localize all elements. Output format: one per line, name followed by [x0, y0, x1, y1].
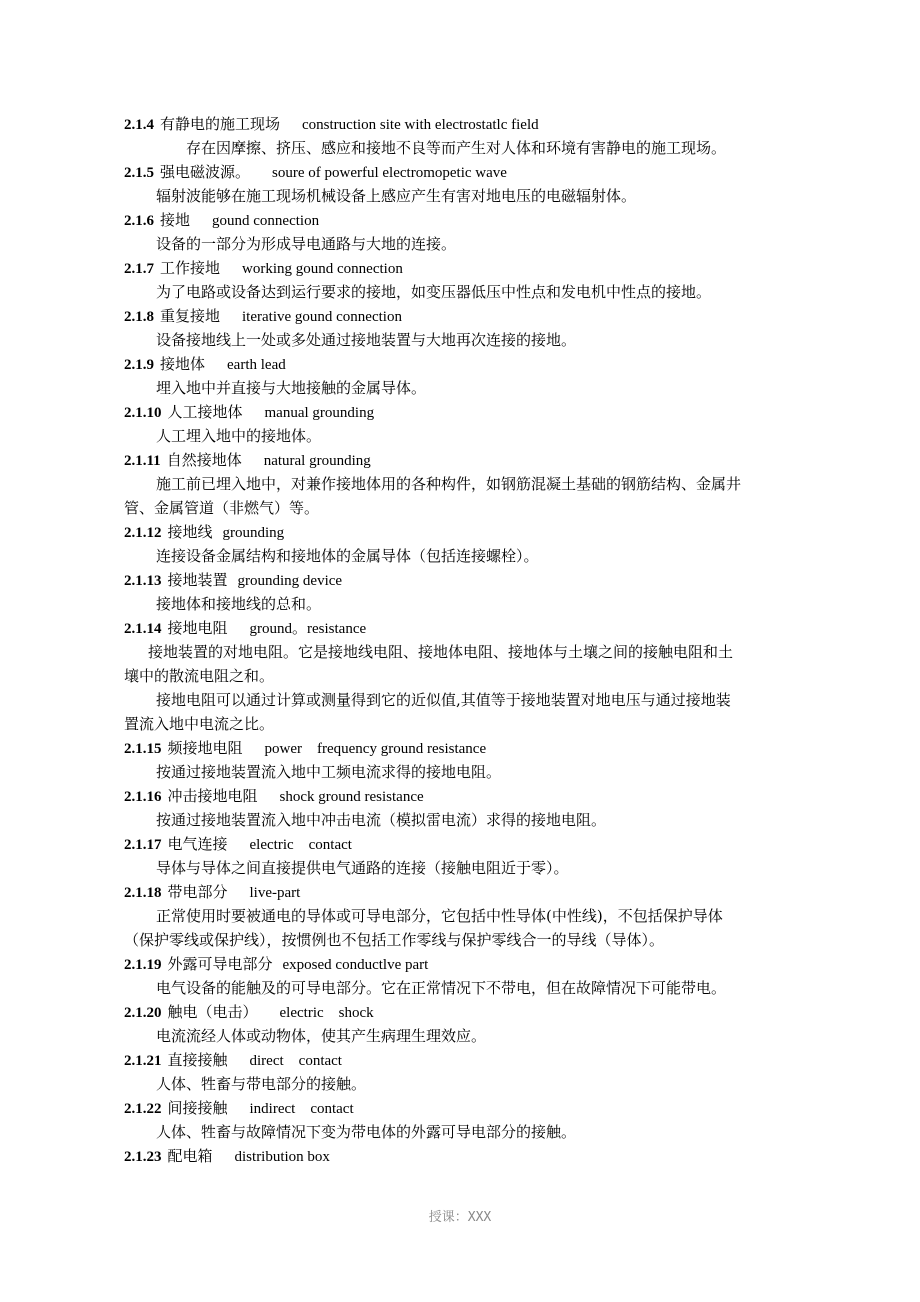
term-number: 2.1.8	[124, 309, 154, 325]
term-chinese: 触电（电击）	[167, 1003, 258, 1021]
term-definition-line: 正常使用时要被通电的导体或可导电部分，它包括中性导体(中性线)，不包括保护导体	[156, 907, 723, 925]
term-english: natural grounding	[263, 453, 371, 469]
term-number: 2.1.5	[124, 165, 154, 181]
term-chinese: 配电箱	[167, 1147, 213, 1165]
term-english: working gound connection	[242, 261, 403, 277]
term-number: 2.1.23	[124, 1149, 162, 1165]
term-chinese: 接地	[160, 211, 191, 229]
term-heading	[124, 1096, 784, 1120]
term-number: 2.1.15	[124, 741, 162, 757]
term-number: 2.1.21	[124, 1053, 162, 1069]
term-chinese: 冲击接地电阻	[167, 787, 258, 805]
term-english: live-part	[249, 885, 301, 901]
term-number: 2.1.11	[124, 453, 161, 469]
term-heading	[124, 256, 784, 280]
term-number: 2.1.18	[124, 885, 162, 901]
term-english: direct contact	[249, 1053, 342, 1069]
term-definition-line: 设备接地线上一处或多处通过接地装置与大地再次连接的接地。	[156, 331, 577, 349]
term-definition-line: 设备的一部分为形成导电通路与大地的连接。	[156, 235, 457, 253]
term-number: 2.1.13	[124, 573, 162, 589]
term-heading	[124, 1144, 784, 1168]
term-number: 2.1.20	[124, 1005, 162, 1021]
term-heading	[124, 448, 784, 472]
term-definition-line: 辐射波能够在施工现场机械设备上感应产生有害对地电压的电磁辐射体。	[156, 187, 637, 205]
term-number: 2.1.9	[124, 357, 154, 373]
term-heading	[124, 832, 784, 856]
term-heading	[124, 112, 784, 136]
term-chinese: 接地电阻	[167, 619, 228, 637]
term-chinese: 直接接触	[167, 1051, 228, 1069]
term-chinese: 频接地电阻	[167, 739, 243, 757]
term-number: 2.1.7	[124, 261, 154, 277]
page-footer: 授课：XXX	[428, 1210, 492, 1225]
term-definition-line: 埋入地中并直接与大地接触的金属导体。	[156, 379, 427, 397]
term-definition-line: 壤中的散流电阻之和。	[124, 667, 275, 685]
term-chinese: 接地体	[160, 355, 206, 373]
term-heading	[124, 880, 784, 904]
term-english: construction site with electrostatlc field	[302, 117, 539, 133]
term-heading	[124, 304, 784, 328]
term-number: 2.1.19	[124, 957, 162, 973]
term-english: electric contact	[249, 837, 352, 853]
term-definition-line: 置流入地中电流之比。	[124, 715, 275, 733]
glossary-content	[124, 112, 784, 1168]
term-definition-line: 存在因摩擦、挤压、感应和接地不良等而产生对人体和环境有害静电的施工现场。	[186, 139, 727, 157]
term-chinese: 接地线	[167, 523, 213, 541]
term-definition-line: 接地电阻可以通过计算或测量得到它的近似值,其值等于接地装置对地电压与通过接地装	[156, 691, 731, 709]
term-english: ground。resistance	[249, 621, 367, 637]
term-definition-line: 连接设备金属结构和接地体的金属导体（包括连接螺栓）。	[156, 547, 539, 565]
term-chinese: 强电磁波源。	[160, 163, 251, 181]
term-heading	[124, 208, 784, 232]
term-heading	[124, 952, 784, 976]
term-english: manual grounding	[264, 405, 375, 421]
term-heading	[124, 736, 784, 760]
term-english: power frequency ground resistance	[264, 741, 487, 757]
term-heading	[124, 160, 784, 184]
term-heading	[124, 1000, 784, 1024]
term-heading	[124, 784, 784, 808]
term-definition-line: 人体、牲畜与带电部分的接触。	[156, 1075, 367, 1093]
term-definition-line: （保护零线或保护线），按惯例也不包括工作零线与保护零线合一的导线（导体）。	[124, 931, 665, 949]
term-definition-line: 管、金属管道（非燃气）等。	[124, 499, 320, 517]
term-english: indirect contact	[249, 1101, 354, 1117]
term-english: electric shock	[279, 1005, 374, 1021]
term-heading	[124, 1048, 784, 1072]
term-english: grounding	[222, 525, 285, 541]
term-definition-line: 导体与导体之间直接提供电气通路的连接（接触电阻近于零）。	[156, 859, 569, 877]
term-number: 2.1.12	[124, 525, 162, 541]
term-chinese: 接地装置	[167, 571, 228, 589]
term-number: 2.1.10	[124, 405, 162, 421]
term-heading	[124, 616, 784, 640]
term-number: 2.1.14	[124, 621, 162, 637]
term-number: 2.1.17	[124, 837, 162, 853]
term-number: 2.1.16	[124, 789, 162, 805]
term-english: earth lead	[227, 357, 286, 373]
term-number: 2.1.4	[124, 117, 154, 133]
term-english: exposed conductlve part	[282, 957, 429, 973]
term-english: gound connection	[212, 213, 320, 229]
term-number: 2.1.6	[124, 213, 154, 229]
term-definition-line: 电流流经人体或动物体，使其产生病理生理效应。	[156, 1027, 487, 1045]
term-chinese: 外露可导电部分	[167, 955, 273, 973]
term-definition-line: 人工埋入地中的接地体。	[156, 427, 322, 445]
term-definition-line: 按通过接地装置流入地中冲击电流（模拟雷电流）求得的接地电阻。	[156, 811, 607, 829]
term-chinese: 人工接地体	[167, 403, 243, 421]
term-definition-line: 为了电路或设备达到运行要求的接地，如变压器低压中性点和发电机中性点的接地。	[156, 283, 712, 301]
term-english: shock ground resistance	[279, 789, 424, 805]
term-definition-line: 人体、牲畜与故障情况下变为带电体的外露可导电部分的接触。	[156, 1123, 577, 1141]
term-definition-line: 电气设备的能触及的可导电部分。它在正常情况下不带电，但在故障情况下可能带电。	[156, 979, 727, 997]
term-heading	[124, 352, 784, 376]
term-chinese: 工作接地	[160, 259, 221, 277]
term-heading	[124, 520, 784, 544]
term-chinese: 电气连接	[167, 835, 228, 853]
term-chinese: 带电部分	[167, 883, 228, 901]
term-definition-line: 按通过接地装置流入地中工频电流求得的接地电阻。	[156, 763, 502, 781]
term-chinese: 有静电的施工现场	[160, 115, 281, 133]
term-chinese: 重复接地	[160, 307, 221, 325]
term-english: distribution box	[234, 1149, 330, 1165]
term-number: 2.1.22	[124, 1101, 162, 1117]
term-definition-line: 接地装置的对地电阻。它是接地线电阻、接地体电阻、接地体与土壤之间的接触电阻和土	[148, 643, 734, 661]
term-english: iterative gound connection	[242, 309, 402, 325]
term-definition-line: 接地体和接地线的总和。	[156, 595, 322, 613]
term-english: grounding device	[237, 573, 343, 589]
term-english: soure of powerful electromopetic wave	[272, 165, 507, 181]
term-chinese: 自然接地体	[166, 451, 242, 469]
term-heading	[124, 568, 784, 592]
term-heading	[124, 400, 784, 424]
term-chinese: 间接接触	[167, 1099, 228, 1117]
term-definition-line: 施工前已埋入地中，对兼作接地体用的各种构件，如钢筋混凝土基础的钢筋结构、金属井	[156, 475, 742, 493]
